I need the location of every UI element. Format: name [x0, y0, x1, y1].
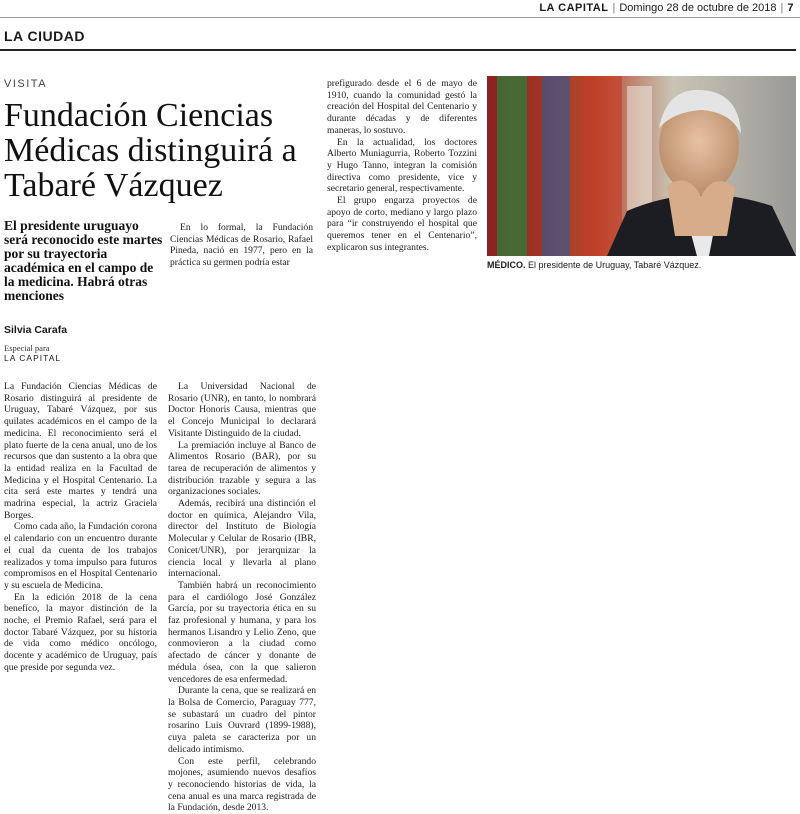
section-rule [0, 49, 796, 51]
publication-name: LA CAPITAL [539, 2, 608, 14]
header-info [539, 2, 794, 14]
paragraph: El grupo engarza proyectos de apoyo de corto, mediano y largo plazo para “ir construyendo el hospital que queremos tener en el Centenario”, explicaron sus integrantes. [327, 195, 477, 254]
column-left-bottom [4, 381, 157, 674]
paragraph: En lo formal, la Fundación Ciencias Médicas de Rosario, Rafael Pineda, nació en 1977, pero en la práctica su germen podría estar [170, 222, 313, 269]
photo-illustration [487, 76, 796, 256]
paragraph: prefigurado desde el 6 de mayo de 1910, cuando la comunidad gestó la creación del Hospital del Centenario y durante décadas y de diferentes maneras, lo sostuvo. [327, 78, 477, 137]
paragraph: La premiación incluye al Banco de Alimentos Rosario (BAR), por su tarea de recuperación de alimentos y distribución trazable y segura a las organizaciones sociales. [168, 440, 316, 499]
section-title: LA CIUDAD [4, 28, 85, 44]
header-separator: | [612, 2, 615, 14]
header-rule [0, 17, 800, 18]
paragraph: Con este perfil, celebrando mojones, asumiendo nuevos desafíos y reconociendo historias de vida, la cena anual es una marca registrada de la Fundación, desde 2013. [168, 756, 316, 814]
column-right-top [327, 78, 477, 254]
page-header [0, 0, 800, 18]
paragraph: Como cada año, la Fundación corona el calendario con un encuentro durante el cual da cuenta de los trabajos realizados y toma impulso para futuros compromisos en el Hospital Centenario y su escuela de Medicina. [4, 521, 157, 591]
paragraph: Además, recibirá una distinción el doctor en química, Alejandro Vila, director del Instituto de Biología Molecular y Celular de Rosario (IBR, Conicet/UNR), por jerarquizar la ciencia local y llevarla al plano internacional. [168, 498, 316, 580]
page-number: 7 [787, 2, 794, 14]
article-deck: El presidente uruguayo será reconocido este martes por su trayectoria académica en el campo de la medicina. Habrá otras menciones [4, 219, 164, 303]
paragraph: En la actualidad, los doctores Alberto Muniagurria, Roberto Tozzini y Hugo Tanno, integran la comisión directiva como presidente, vice y secretario general, respectivamente. [327, 137, 477, 196]
caption-text: El presidente de Uruguay, Tabaré Vázquez. [528, 260, 701, 270]
issue-date: Domingo 28 de octubre de 2018 [619, 2, 776, 14]
article-kicker: VISITA [4, 78, 47, 90]
article-headline: Fundación Ciencias Médicas distinguirá a Tabaré Vázquez [4, 98, 324, 203]
article-photo [487, 76, 796, 256]
caption-label: MÉDICO. [487, 260, 526, 270]
paragraph: La Universidad Nacional de Rosario (UNR), en tanto, lo nombrará Doctor Honoris Causa, mientras que el Concejo Municipal lo declarará Visitante Distinguido de la ciudad. [168, 381, 316, 440]
byline-publication: LA CAPITAL [4, 353, 61, 363]
header-separator: | [781, 2, 784, 14]
photo-caption [487, 260, 796, 270]
column-mid-top [170, 222, 313, 269]
paragraph: En la edición 2018 de la cena benefíco, la mayor distinción de la noche, el Premio Rafael, será para el doctor Tabaré Vázquez, por su historia de vida como médico oncólogo, docente y académico de Uruguay, país que preside por segunda vez. [4, 592, 157, 674]
paragraph: También habrá un reconocimiento para el cardiólogo José González García, por su trayectoria ética en su faz profesional y humana, y para los hermanos Lisandro y Lelio Zeno, que conmovieron a la ciudad como afectado de cáncer y donante de médula ósea, con la que salieron vencedores de esa enfermedad. [168, 580, 316, 685]
column-mid-bottom [168, 381, 316, 814]
byline-author: Silvia Carafa [4, 324, 67, 336]
paragraph: Durante la cena, que se realizará en la Bolsa de Comercio, Paraguay 777, se subastará un cuadro del pintor rosarino Luis Ouvrard (1899-1988), cuya paleta se caracteriza por un delicado intimismo. [168, 685, 316, 755]
paragraph: La Fundación Ciencias Médicas de Rosario distinguirá al presidente de Uruguay, Tabaré Vázquez, por sus quilates académicos en el campo de la medicina. El reconocimiento será el plato fuerte de la cena anual, uno de los recursos que dan sustento a la obra que la entidad realiza en la Facultad de Medicina y el Hospital Centenario. La cita será este martes y tendrá una madrina especial, la actriz Graciela Borges. [4, 381, 157, 521]
byline-role: Especial para [4, 343, 50, 353]
